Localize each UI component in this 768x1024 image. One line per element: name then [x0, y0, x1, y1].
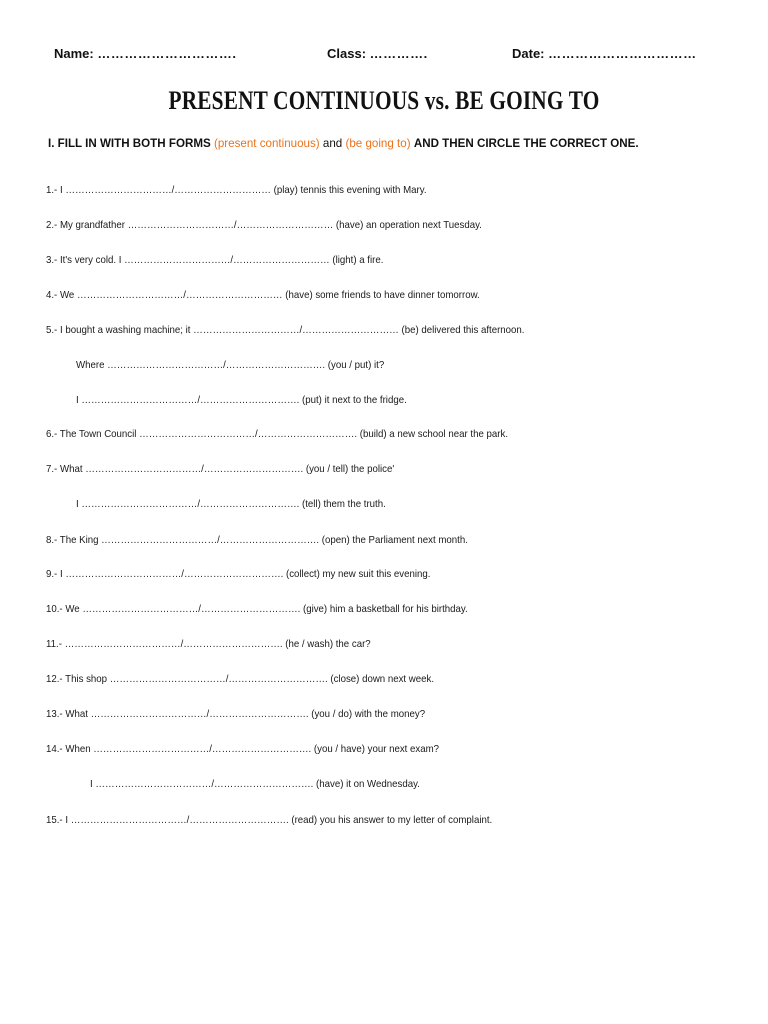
- exercise-item-1: 1.- I ……………………………/………………………… (play) tennis this evening with Mary.: [46, 185, 427, 196]
- instruction-be-going-to: (be going to): [345, 137, 411, 150]
- exercise-instruction: [48, 137, 639, 150]
- exercise-item-9: 9.- I ………………………………/…………………………. (collect) my new suit this evening.: [46, 569, 431, 580]
- class-blank: ………….: [369, 46, 428, 61]
- instruction-part-1: I. FILL IN WITH BOTH FORMS: [48, 137, 211, 150]
- exercise-item-3: 3.- It's very cold. I ……………………………/………………………… (light) a fire.: [46, 255, 384, 266]
- instruction-present-continuous: (present continuous): [213, 137, 320, 150]
- name-field: [54, 46, 237, 61]
- exercise-item-7-answer: I ………………………………/…………………………. (tell) them the truth.: [76, 499, 386, 510]
- exercise-item-14: 14.- When ………………………………/…………………………. (you / have) your next exam?: [46, 744, 440, 755]
- exercise-item-13: 13.- What ………………………………/…………………………. (you / do) with the money?: [46, 709, 426, 720]
- instruction-part-5: AND THEN CIRCLE THE CORRECT ONE.: [413, 137, 639, 150]
- exercise-item-5: 5.- I bought a washing machine; it ……………………………/………………………… (be) delivered this afternoon.: [46, 325, 525, 336]
- exercise-item-8: 8.- The King ………………………………/…………………………. (open) the Parliament next month.: [46, 535, 468, 546]
- instruction-and: and: [322, 137, 343, 150]
- date-label: Date:: [512, 46, 545, 61]
- date-blank: ……………………………: [548, 46, 697, 61]
- exercise-item-2: 2.- My grandfather ……………………………/………………………… (have) an operation next Tuesday.: [46, 220, 482, 231]
- exercise-item-4: 4.- We ……………………………/………………………… (have) some friends to have dinner tomorrow.: [46, 290, 480, 301]
- exercise-item-5-question: Where ………………………………/…………………………. (you / put) it?: [76, 360, 385, 371]
- exercise-item-14-answer: I ………………………………/…………………………. (have) it on Wednesday.: [90, 779, 420, 790]
- exercise-item-5-answer: I ………………………………/…………………………. (put) it next to the fridge.: [76, 395, 407, 406]
- exercise-item-11: 11.- ………………………………/…………………………. (he / wash) the car?: [46, 639, 371, 650]
- name-label: Name:: [54, 46, 94, 61]
- date-field: [512, 46, 697, 61]
- worksheet-title: PRESENT CONTINUOUS vs. BE GOING TO: [168, 86, 600, 115]
- class-field: [327, 46, 428, 61]
- exercise-item-10: 10.- We ………………………………/…………………………. (give) him a basketball for his birthday.: [46, 604, 468, 615]
- exercise-item-12: 12.- This shop ………………………………/…………………………. (close) down next week.: [46, 674, 435, 685]
- exercise-item-6: 6.- The Town Council ………………………………/…………………………. (build) a new school near the park.: [46, 429, 509, 440]
- exercise-item-7: 7.- What ………………………………/…………………………. (you / tell) the police': [46, 464, 395, 475]
- exercise-item-15: 15.- I ………………………………/…………………………. (read) you his answer to my letter of complaint.: [46, 815, 493, 826]
- class-label: Class:: [327, 46, 367, 61]
- name-blank: ………………………….: [97, 46, 237, 61]
